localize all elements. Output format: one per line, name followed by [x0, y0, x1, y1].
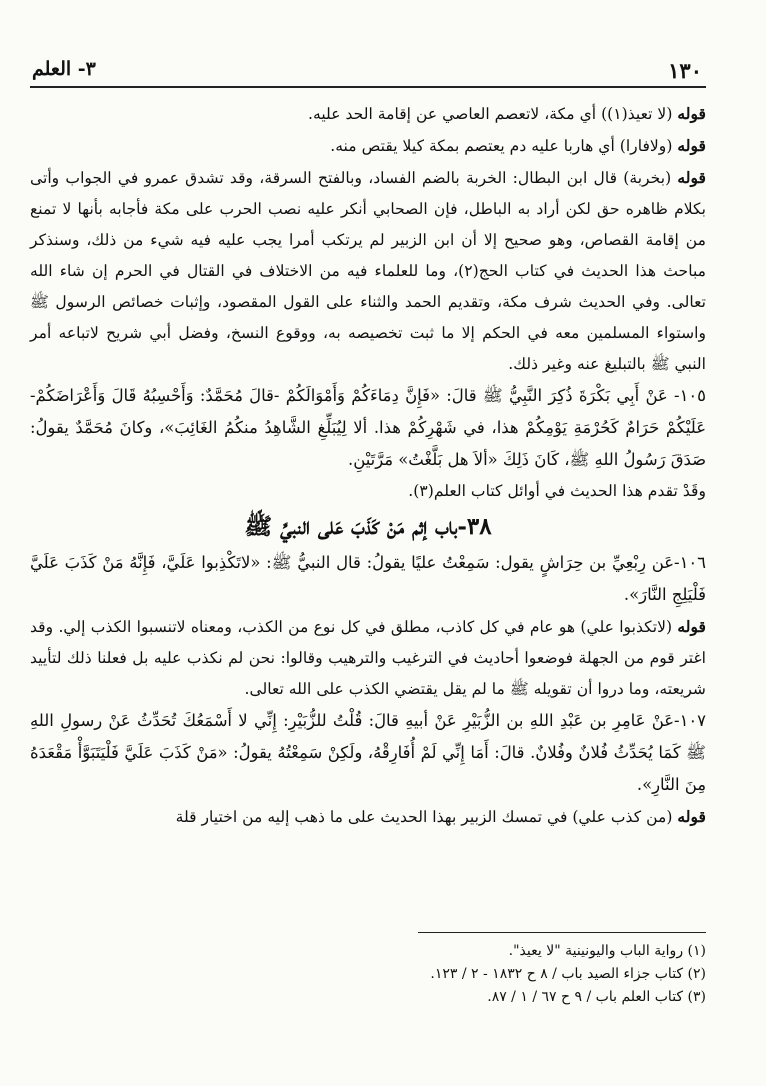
page-number: ١٣٠: [668, 58, 702, 83]
paragraph-text: ١٠٦-عَن رِبْعِيِّ بن حِرَاشٍ يقول: سَمِعْتُ عليًا يقولُ: قال النبيُّ ﷺ: «لاتَكْذِبوا عَلَيَّ، فَإِنَّهُ مَنْ كَذَبَ عَلَيَّ فَلْيَلِجِ النَّارَ».: [30, 553, 706, 604]
commentary-paragraph: [30, 162, 706, 380]
paragraph-text: ١٠٧-عَنْ عَامِرِ بن عَبْدِ اللهِ بن الزُّبَيْرِ عَنْ أبيهِ قالَ: قُلْتُ للزُّبَيْرِ: إِنِّي لا أَسْمَعُكَ تُحَدِّثُ عَنْ رسولِ اللهِ ﷺ كَمَا يُحَدِّثُ فُلانٌ وفُلانٌ. قالَ: أَمَا إِنِّي لَمْ أُفَارِقْهُ، ولَكِنْ سَمِعْتُهُ يقولُ: «مَنْ كَذَبَ عَلَيَّ فَلْيَتَبَوَّأْ مَقْعَدَهُ مِنَ النَّارِ».: [30, 711, 706, 794]
paragraph-text: (لا تعيذ(١)) أي مكة، لاتعصم العاصي عن إقامة الحد عليه.: [308, 105, 678, 123]
paragraph-text: (من كذب علي) في تمسك الزبير بهذا الحديث على ما ذهب إليه من اختيار قلة: [175, 808, 678, 826]
paragraph-label: قوله: [677, 136, 706, 155]
paragraph-text: (لاتكذبوا علي) هو عام في كل كاذب، مطلق في كل نوع من الكذب، ومعناه لاتنسبوا الكذب إلي. وقد اغتر قوم من الجهلة فوضعوا أحاديث في الترغيب والترهيب وقالوا: نحن لم نكذب عليه بل فعلنا ذلك لتأييد شريعته، وما دروا أن تقويله ﷺ ما لم يقل يقتضي الكذب على الله تعالى.: [30, 618, 706, 698]
footnote: (٢) كتاب جزاء الصيد باب / ٨ ح ١٨٣٢ - ٢ / ١٢٣.: [430, 966, 706, 982]
paragraph-text: (ولافارا) أي هاربا عليه دم يعتصم بمكة كيلا يقتص منه.: [330, 137, 678, 155]
section-heading: [30, 507, 706, 547]
commentary-paragraph: [30, 611, 706, 705]
paragraph-label: قوله: [677, 168, 706, 187]
paragraph-text: ٣٨-باب إثم مَنْ كَذَبَ عَلى النبيِّ ﷺ: [244, 513, 492, 540]
paragraph-text: (بخربة) قال ابن البطال: الخربة بالضم الفساد، وبالفتح السرقة، وقد تشدق عمرو في الجواب وأتى بكلام ظاهره حق لكن أراد به الباطل، فإن الصحابي أنكر عليه نصب الحرب على مكة فأجابه بأنها لا تمنع من إقامة القصاص، وهو صحيح إلا أن ابن الزبير لم يرتكب أمرا يجب عليه فيه شيء من ذلك، وسنذكر مباحث هذا الحديث في كتاب الحج(٢)، وما للعلماء فيه من الاختلاف في القتال في الحرم إن شاء الله تعالى. وفي الحديث شرف مكة، وتقديم الحمد والثناء على القول المقصود، وإثبات خصائص الرسول ﷺ واستواء المسلمين معه في الحكم إلا ما ثبت تخصيصه به، ووقوع النسخ، وفضل أبي شريح لاتباعه أمر النبي ﷺ بالتبليغ عنه وغير ذلك.: [30, 169, 706, 373]
paragraph-label: قوله: [677, 807, 706, 826]
hadith-paragraph: [30, 705, 706, 801]
commentary-paragraph: [30, 130, 706, 162]
footnote: (١) رواية الباب واليونينية "لا يعيذ".: [508, 943, 706, 959]
commentary-paragraph: [30, 801, 706, 833]
footnotes: [30, 940, 706, 1009]
hadith-paragraph: [30, 547, 706, 611]
paragraph-text: وقَدْ تقدم هذا الحديث في أوائل كتاب العلم(٣).: [408, 482, 706, 500]
commentary-paragraph: [30, 476, 706, 507]
footnote-separator: [418, 932, 706, 933]
chapter-title: ٣- العلم: [32, 58, 96, 80]
page-body: [30, 98, 706, 833]
commentary-paragraph: [30, 98, 706, 130]
footnote: (٣) كتاب العلم باب / ٩ ح ٦٧ / ١ / ٨٧.: [487, 989, 706, 1005]
hadith-paragraph: [30, 380, 706, 476]
paragraph-text: ١٠٥- عَنْ أَبِي بَكْرَةَ ذُكِرَ النَّبِيُّ ﷺ قالَ: «فَإِنَّ دِمَاءَكُمْ وَأَمْوَالَكُمْ -قالَ مُحَمَّدٌ: وَأَحْسِبُهُ قَالَ وَأَعْرَاضَكُمْ- عَلَيْكُمْ حَرَامٌ كَحُرْمَةِ يَوْمِكُمْ هذا، في شَهْرِكُمْ هذا. ألا لِيُبَلِّغِ الشَّاهِدُ منكُمُ الغَائِبَ»، وكانَ مُحَمَّدٌ يقولُ: صَدَقَ رَسُولُ اللهِ ﷺ، كَانَ ذَلِكَ «ألاَ هل بَلَّغْتُ» مَرَّتَيْنِ.: [30, 386, 706, 469]
paragraph-label: قوله: [677, 617, 706, 636]
paragraph-label: قوله: [677, 104, 706, 123]
page-header: [30, 52, 706, 88]
